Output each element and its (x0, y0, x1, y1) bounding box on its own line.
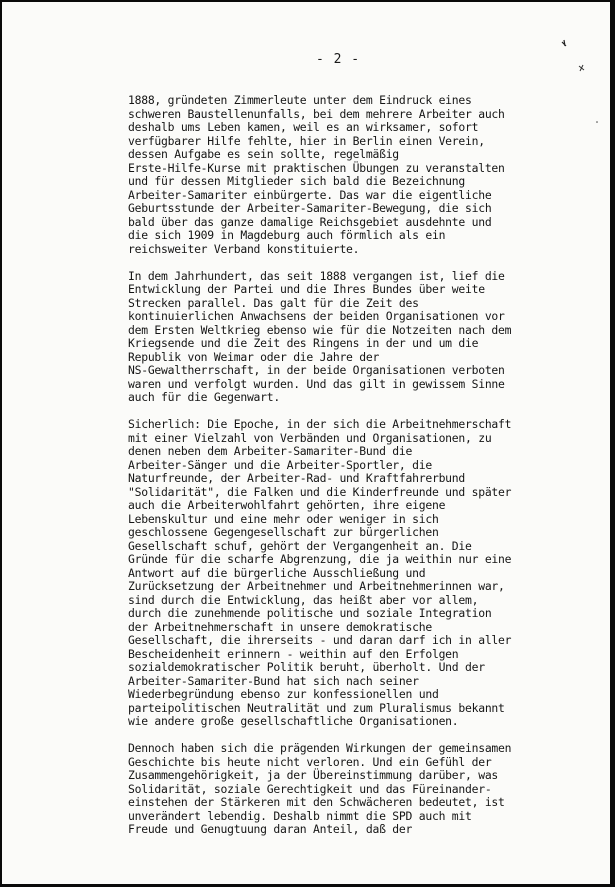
text-line: Dennoch haben sich die prägenden Wirkungen der gemeinsamen (128, 741, 512, 755)
text-line: reichsweiter Verband konstituierte. (128, 241, 360, 256)
text-line: Strecken parallel. Das galt für die Zeit des (128, 295, 419, 310)
text-line: bald über das ganze damalige Reichsgebiet ausdehnte und (128, 214, 492, 229)
text-line: waren und verfolgt wurden. Und das gilt in gewissem Sinne (128, 376, 505, 391)
text-line: verfügbarer Hilfe fehlte, hier in Berlin einen Verein, (128, 133, 485, 148)
text-line: dem Ersten Weltkrieg ebenso wie für die Notzeiten nach dem (128, 322, 512, 337)
text-line: Wiederbegründung ebenso zur konfessionellen und (128, 687, 439, 701)
text-line: kontinuierlichen Anwachsens der beiden Organisationen vor (128, 309, 505, 323)
text-line: deshalb ums Leben kamen, weil es an wirksamer, sofort (128, 120, 479, 134)
text-line: auch für die Gegenwart. (128, 390, 280, 404)
text-line: Solidarität, soziale Gerechtigkeit und das Füreinander- (128, 781, 492, 796)
text-line: Kriegsende und die Zeit des Ringens in der und um die (128, 336, 479, 350)
text-line: 1888, gründeten Zimmerleute unter dem Eindruck eines (128, 93, 472, 107)
text-line: auch die Arbeiterwohlfahrt gehörten, ihre eigene (128, 498, 446, 512)
text-line: Gründe für die scharfe Abgrenzung, die ja weithin nur eine (128, 552, 512, 566)
text-line: die sich 1909 in Magdeburg auch förmlich als ein (128, 228, 446, 242)
paragraph-3 (128, 418, 548, 729)
text-line: Arbeiter-Samariter-Bund hat sich nach seiner (128, 673, 419, 688)
text-line: NS-Gewaltherrschaft, in der beide Organisationen verboten (128, 363, 505, 377)
text-line: Naturfreunde, der Arbeiter-Rad- und Kraftfahrerbund (128, 471, 465, 485)
page-number: - 2 - (316, 52, 361, 67)
text-line: Geburtsstunde der Arbeiter-Samariter-Bewegung, die sich (128, 201, 492, 215)
paragraph-2 (128, 270, 548, 405)
text-line: denen neben dem Arbeiter-Samariter-Bund die (128, 444, 413, 458)
text-line: "Solidarität", die Falken und die Kinderfreunde und später (128, 484, 512, 499)
text-line: In dem Jahrhundert, das seit 1888 vergangen ist, lief die (128, 268, 505, 283)
text-line: Republik von Weimar oder die Jahre der (128, 349, 380, 364)
text-line: Gesellschaft, die ihrerseits - und daran darf ich in aller (128, 633, 512, 647)
text-line: Freude und Genugtuung daran Anteil, daß der (128, 822, 413, 836)
text-line: Geschichte bis heute nicht verloren. Und ein Gefühl der (128, 754, 492, 769)
text-line: parteipolitischen Neutralität und zum Pluralismus bekannt (128, 700, 505, 715)
text-line: Erste-Hilfe-Kurse mit praktischen Übungen zu veranstalten (128, 160, 505, 175)
text-line: mit einer Vielzahl von Verbänden und Organisationen, zu (128, 430, 492, 445)
paragraph-4 (128, 742, 548, 837)
text-line: sind durch die Entwicklung, das heißt aber vor allem, (128, 592, 479, 607)
text-line: durch die zunehmende politische und soziale Integration (128, 606, 492, 620)
text-line: wie andere große gesellschaftliche Organisationen. (128, 714, 459, 728)
text-line: der Arbeitnehmerschaft in unsere demokratische (128, 619, 432, 634)
text-line: schweren Baustellenunfalls, bei dem mehrere Arbeiter auch (128, 106, 505, 121)
text-line: Zusammengehörigkeit, ja der Übereinstimmung darüber, was (128, 768, 499, 782)
document-page (2, 2, 610, 884)
text-line: Zurücksetzung der Arbeitnehmer und Arbeitnehmerinnen war, (128, 579, 505, 593)
body-text (128, 94, 548, 850)
text-line: sozialdemokratischer Politik beruht, überholt. Und der (128, 660, 485, 674)
text-line: geschlossene Gegengesellschaft zur bürgerlichen (128, 525, 439, 539)
text-line: Arbeiter-Samariter einbürgerte. Das war die eigentliche (128, 187, 492, 202)
text-line: Entwicklung der Partei und die Ihres Bundes über weite (128, 282, 485, 296)
text-line: Sicherlich: Die Epoche, in der sich die Arbeitnehmerschaft (128, 417, 512, 431)
text-line: Bescheidenheit erinnern - weithin auf den Erfolgen (128, 646, 459, 661)
paragraph-1 (128, 94, 548, 256)
text-line: unverändert lebendig. Deshalb nimmt die SPD auch mit (128, 808, 472, 823)
text-line: Lebenskultur und eine mehr oder weniger in sich (128, 511, 439, 526)
text-line: einstehen der Stärkeren mit den Schwächeren bedeutet, ist (128, 795, 505, 809)
text-line: Gesellschaft schuf, gehört der Vergangenheit an. Die (128, 538, 472, 553)
text-line: und für dessen Mitglieder sich bald die Bezeichnung (128, 174, 465, 188)
text-line: Arbeiter-Sänger und die Arbeiter-Sportler, die (128, 457, 432, 472)
text-line: Antwort auf die bürgerliche Ausschließung und (128, 565, 426, 580)
text-line: dessen Aufgabe es sein sollte, regelmäßig (128, 147, 399, 161)
